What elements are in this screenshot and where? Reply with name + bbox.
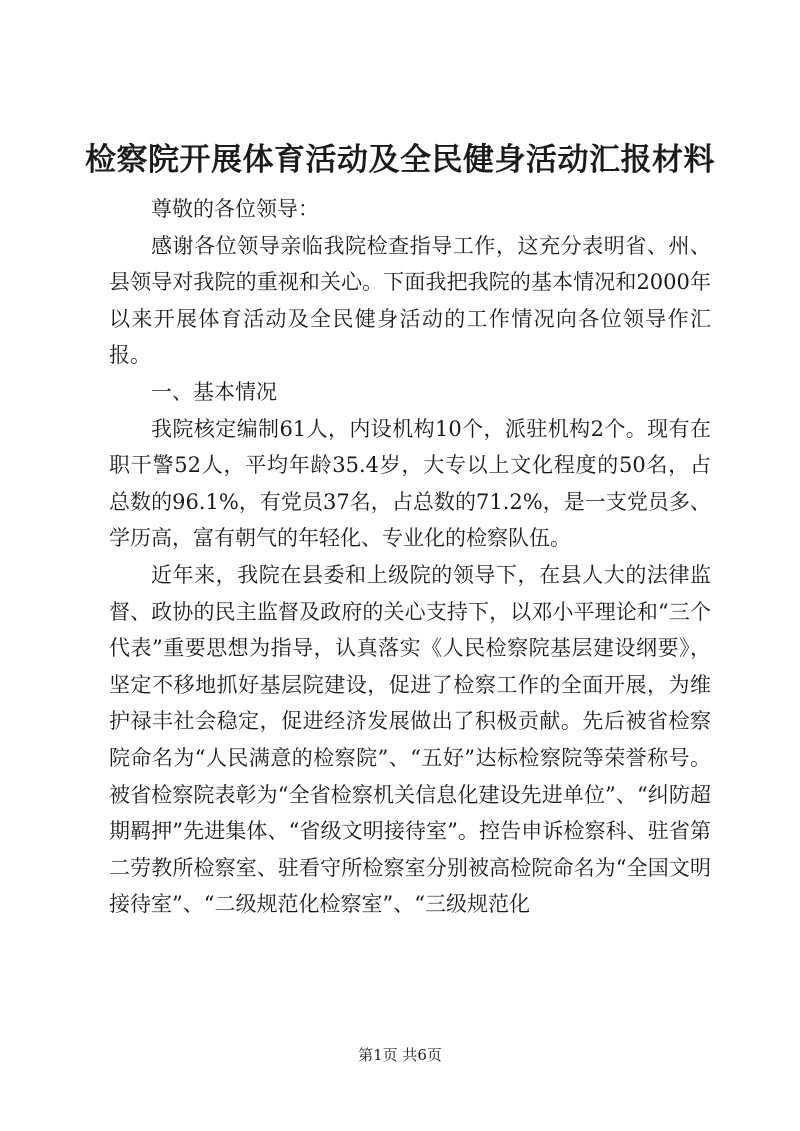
salutation: 尊敬的各位领导：: [151, 197, 319, 221]
section-heading-basic-info: 一、基本情况: [151, 379, 277, 404]
paragraph-staffing: 我院核定编制61人，内设机构10个，派驻机构2个。现有在职干警52人，平均年龄35.4岁，大专以上文化程度的50名，占总数的96.1%，有党员37名，占总数的71.2%，是一支党员多、学历高，富有朝气的年轻化、专业化的检察队伍。: [109, 416, 711, 551]
page-footer: 第1页 共6页: [358, 1046, 442, 1064]
paragraph-intro: 感谢各位领导亲临我院检查指导工作，这充分表明省、州、县领导对我院的重视和关心。下面我把我院的基本情况和2000年以来开展体育活动及全民健身活动的工作情况向各位领导作汇报。: [109, 233, 711, 368]
document-title: 检察院开展体育活动及全民健身活动汇报材料: [85, 142, 715, 178]
paragraph-achievements: 近年来，我院在县委和上级院的领导下，在县人大的法律监督、政协的民主监督及政府的关心支持下，以邓小平理论和“三个代表”重要思想为指导，认真落实《人民检察院基层建设纲要》，坚定不移地抓好基层院建设，促进了检察工作的全面开展，为维护禄丰社会稳定，促进经济发展做出了积极贡献。先后被省检察院命名为“人民满意的检察院”、“五好”达标检察院等荣誉称号。被省检察院表彰为“全省检察机关信息化建设先进单位”、“纠防超期羁押”先进集体、“省级文明接待室”。控告申诉检察科、驻省第二劳教所检察室、驻看守所检察室分别被高检院命名为“全国文明接待室”、“二级规范化检察室”、“三级规范化: [109, 562, 711, 917]
document-body: [109, 191, 711, 923]
